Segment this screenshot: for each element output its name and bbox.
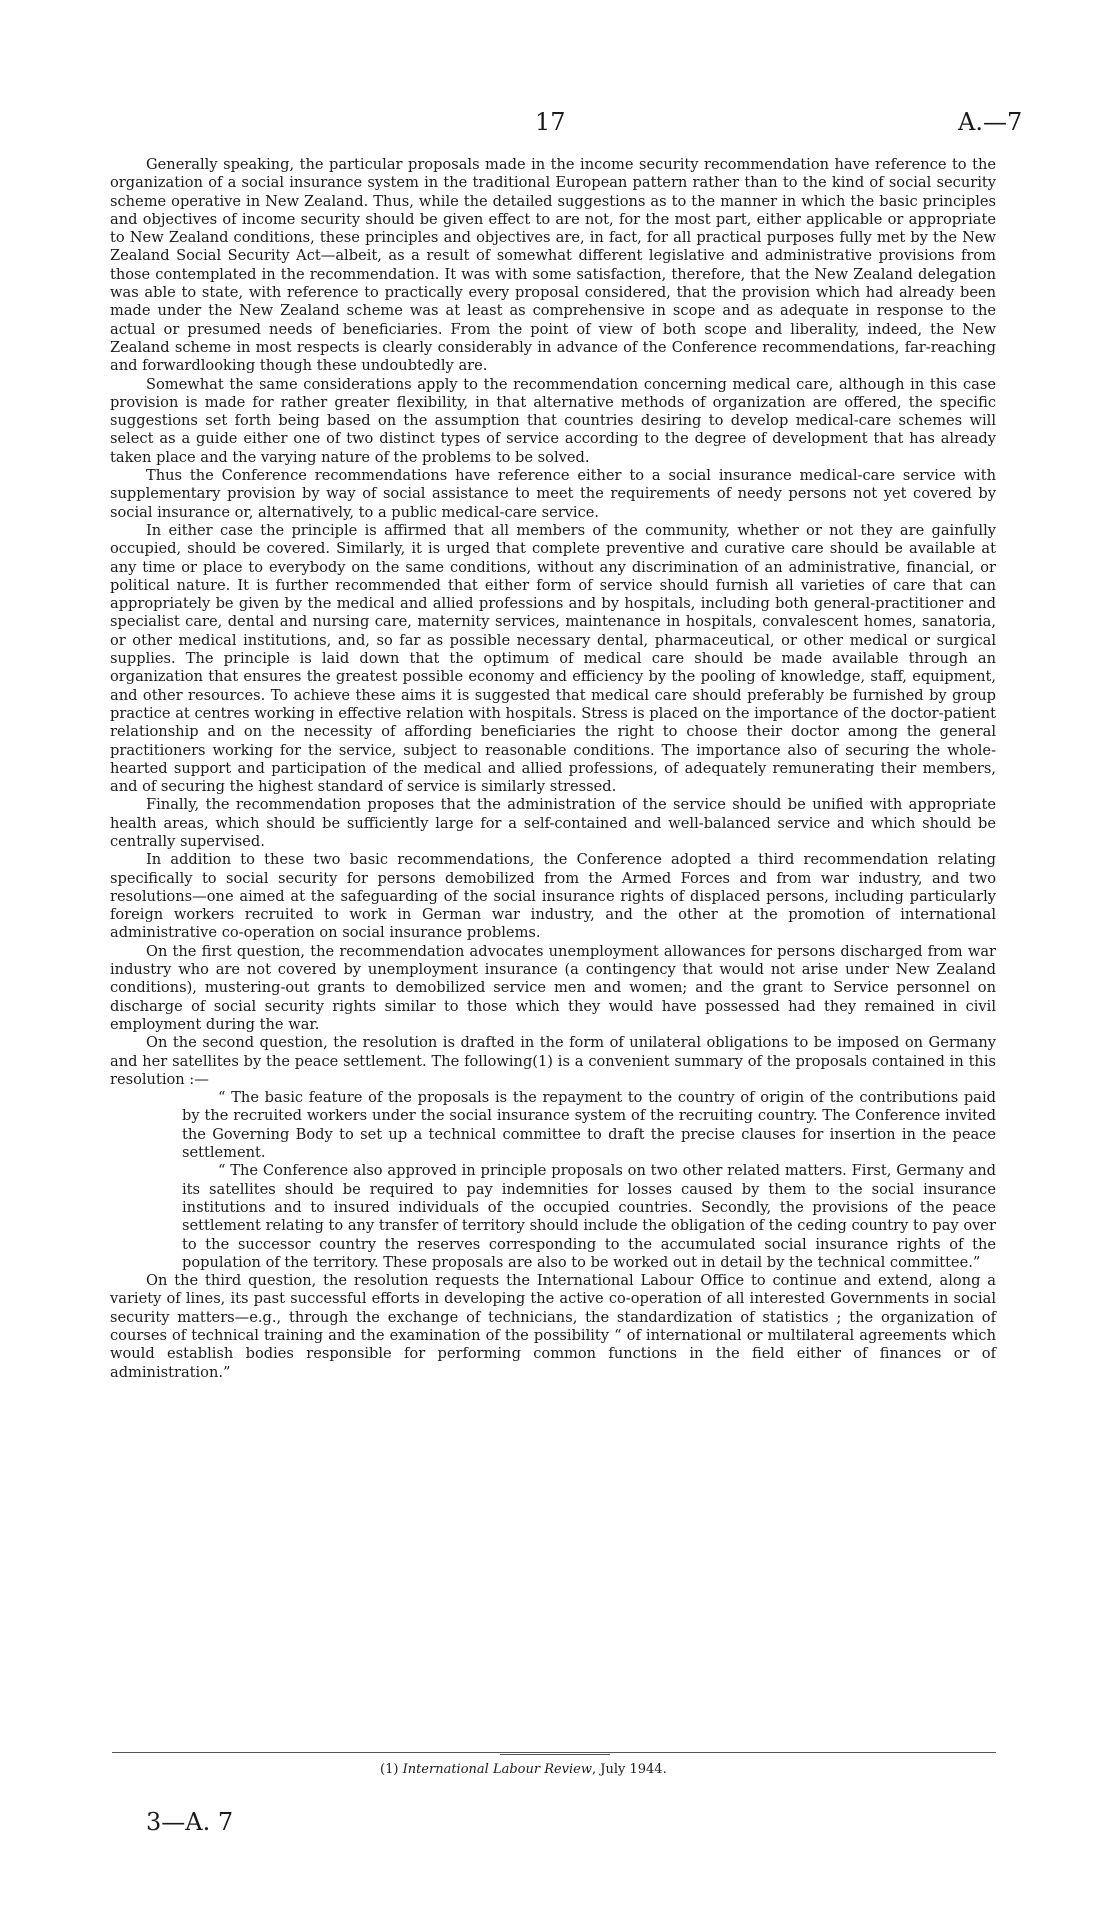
footnote-date: , July 1944. bbox=[592, 1762, 667, 1777]
paragraph-medical-care: Somewhat the same considerations apply to the recommendation concerning medical care, although in this case provision is made for rather greater flexibility, in that alternative methods of organization are offered, the specific suggestions set forth being based on the assumption that countries desiring to develop medical-care schemes will select as a guide either one of two distinct types of service according to the degree of development that has already taken place and the varying nature of the problems to be solved. bbox=[110, 375, 996, 466]
footnote-source: International Labour Review bbox=[402, 1762, 593, 1777]
paragraph-second-question: On the second question, the resolution is drafted in the form of unilateral obligations to be imposed on Germany and her satellites by the peace settlement. The following(1) is a convenient summary of the proposals contained in this resolution :— bbox=[110, 1034, 996, 1088]
paper-code: A.—7 bbox=[958, 108, 1023, 136]
footnote bbox=[380, 1762, 667, 1777]
quote-basic-feature: “ The basic feature of the proposals is the repayment to the country of origin of the contributions paid by the recruited workers under the social insurance system of the recruiting country. The Conference invited the Governing Body to set up a technical committee to draft the precise clauses for insertion in the peace settlement. bbox=[182, 1089, 996, 1162]
paragraph-third-recommendation: In addition to these two basic recommendations, the Conference adopted a third recommendation relating specifically to social security for persons demobilized from the Armed Forces and from war industry, and two resolutions—one aimed at the safeguarding of the social insurance rights of displaced persons, including particularly foreign workers recruited to work in German war industry, and the other at the promotion of international administrative co-operation on social insurance problems. bbox=[110, 851, 996, 942]
paragraph-conference-recommendations: Thus the Conference recommendations have reference either to a social insurance medical-care service with supplementary provision by way of social assistance to meet the requirements of needy persons not yet covered by social insurance or, alternatively, to a public medical-care service. bbox=[110, 467, 996, 521]
sheet-mark: 3—A. 7 bbox=[146, 1808, 234, 1836]
quote-related-matters: “ The Conference also approved in principle proposals on two other related matters. First, Germany and its satellites should be required to pay indemnities for losses caused by them to the social insurance institutions and to insured individuals of the occupied countries. Secondly, the provisions of the peace settlement relating to any transfer of territory should include the obligation of the ceding country to pay over to the successor country the reserves corresponding to the accumulated social insurance rights of the population of the territory. These proposals are also to be worked out in detail by the technical committee.” bbox=[182, 1162, 996, 1271]
paragraph-principle-affirmed: In either case the principle is affirmed that all members of the community, whether or not they are gainfully occupied, should be covered. Similarly, it is urged that complete preventive and curative care should be available at any time or place to everybody on the same conditions, without any discrimination of an administrative, financial, or political nature. It is further recommended that either form of service should furnish all varieties of care that can appropriately be given by the medical and allied professions and by hospitals, including both general-practitioner and specialist care, dental and nursing care, maternity services, maintenance in hospitals, convalescent homes, sanatoria, or other medical institutions, and, so far as possible necessary dental, pharmaceutical, or other medical or surgical supplies. The principle is laid down that the optimum of medical care should be made available through an organization that ensures the greatest possible economy and efficiency by the pooling of knowledge, staff, equipment, and other resources. To achieve these aims it is suggested that medical care should preferably be furnished by group practice at centres working in effective relation with hospitals. Stress is placed on the importance of the doctor-patient relationship and on the necessity of affording beneficiaries the right to choose their doctor among the general practitioners working for the service, subject to reasonable conditions. The importance also of securing the whole-hearted support and participation of the medical and allied professions, of adequately remunerating their members, and of securing the highest standard of service is similarly stressed. bbox=[110, 521, 996, 796]
paragraph-income-security: Generally speaking, the particular proposals made in the income security recommendation have reference to the organization of a social insurance system in the traditional European pattern rather than to the kind of social security scheme operative in New Zealand. Thus, while the detailed suggestions as to the manner in which the basic principles and objectives of income security should be given effect to are not, for the most part, either applicable or appropriate to New Zealand conditions, these principles and objectives are, in fact, for all practical purposes fully met by the New Zealand Social Security Act—albeit, as a result of somewhat different legislative and administrative provisions from those contemplated in the recommendation. It was with some satisfaction, therefore, that the New Zealand delegation was able to state, with reference to practically every proposal considered, that the provision which had already been made under the New Zealand scheme was at least as comprehensive in scope and as adequate in response to the actual or presumed needs of beneficiaries. From the point of view of both scope and liberality, indeed, the New Zealand scheme in most respects is clearly considerably in advance of the Conference recommendations, far-reaching and forwardlooking though these undoubtedly are. bbox=[110, 156, 996, 375]
paragraph-administration: Finally, the recommendation proposes that the administration of the service should be unified with appropriate health areas, which should be sufficiently large for a self-contained and well-balanced service and which should be centrally supervised. bbox=[110, 796, 996, 850]
paragraph-first-question: On the first question, the recommendation advocates unemployment allowances for persons discharged from war industry who are not covered by unemployment insurance (a contingency that would not arise under New Zealand conditions), mustering-out grants to demobilized service men and women; and the grant to Service personnel on discharge of social security rights similar to those which they would have possessed had they remained in civil employment during the war. bbox=[110, 942, 996, 1033]
footnote-divider-short bbox=[500, 1754, 610, 1755]
body-text bbox=[110, 156, 996, 1382]
footnote-marker: (1) bbox=[380, 1762, 399, 1777]
page-number: 17 bbox=[535, 108, 566, 136]
paragraph-third-question: On the third question, the resolution requests the International Labour Office to continue and extend, along a variety of lines, its past successful efforts in developing the active co-operation of all interested Governments in social security matters—e.g., through the exchange of technicians, the standardization of statistics ; the organization of courses of technical training and the examination of the possibility “ of international or multilateral agreements which would establish bodies responsible for performing common functions in the field either of finances or of administration.” bbox=[110, 1272, 996, 1381]
footnote-divider bbox=[112, 1752, 996, 1753]
